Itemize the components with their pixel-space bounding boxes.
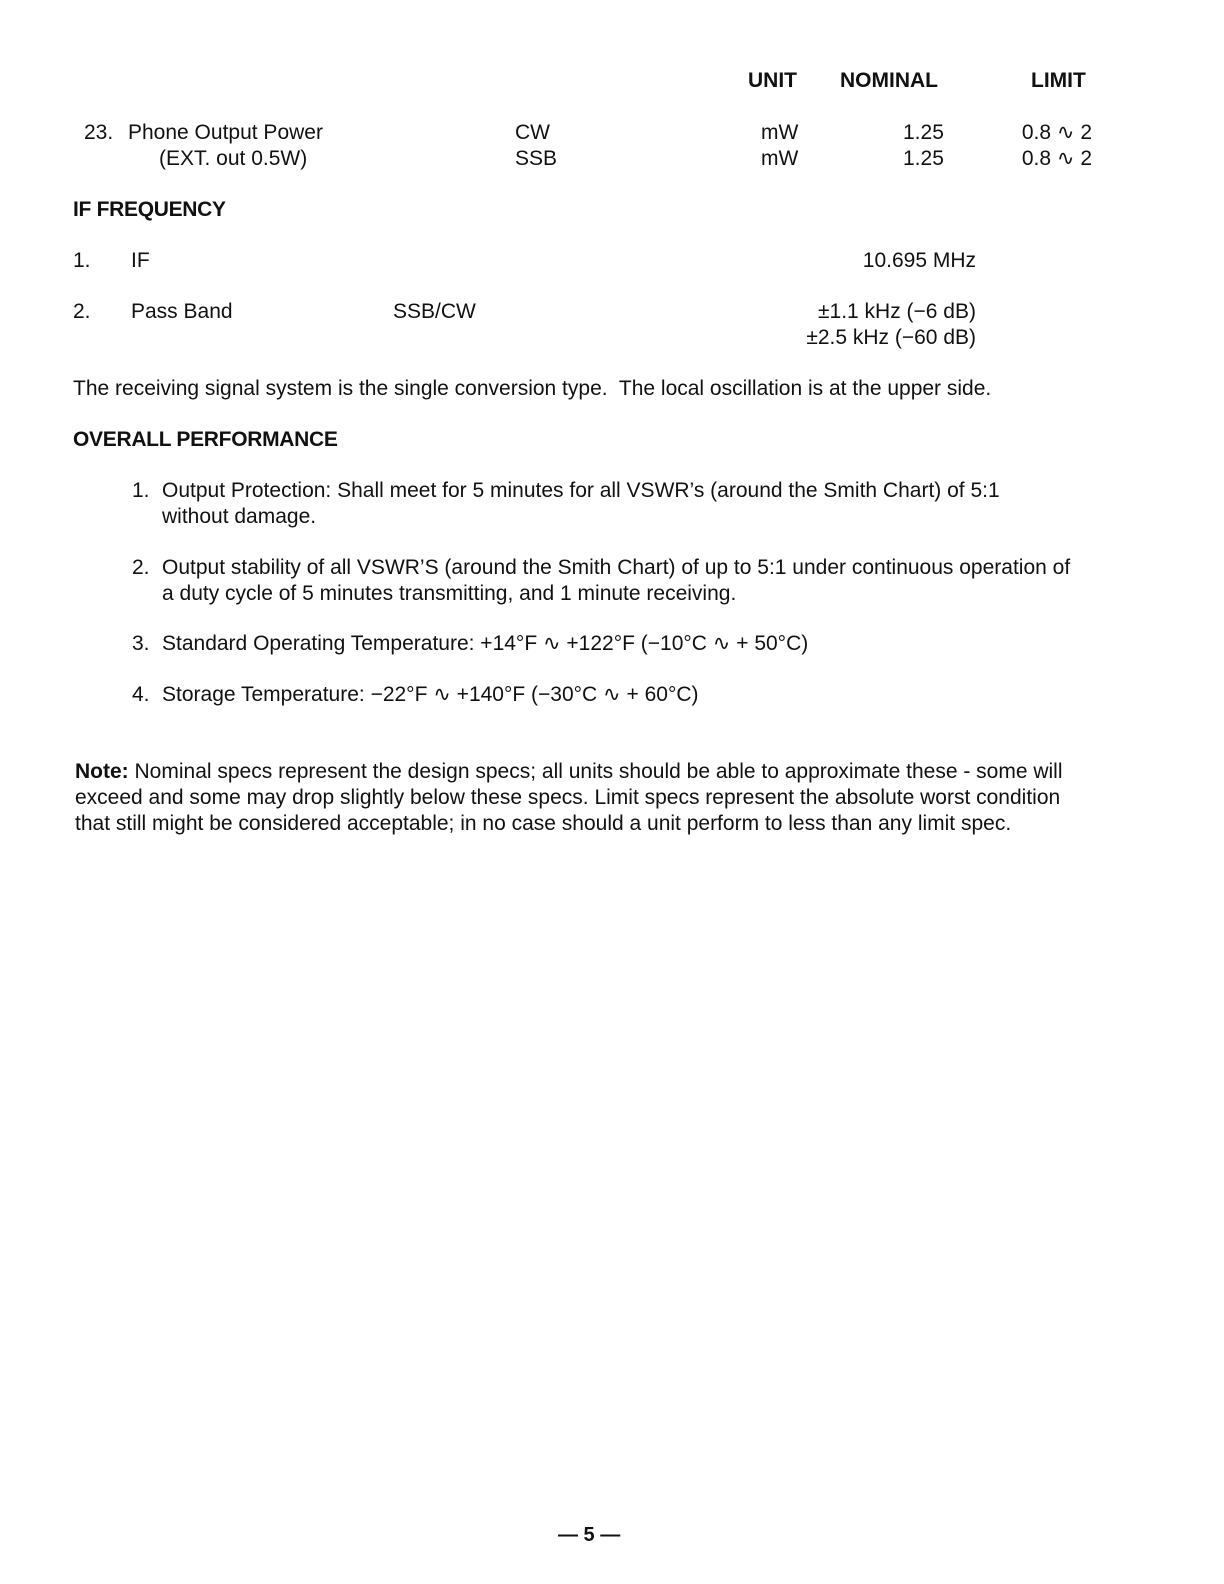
nominal-column-header: NOMINAL (840, 69, 938, 92)
perf-item-4-number: 4. (132, 683, 150, 706)
item-23-unit-ssb: mW (761, 147, 799, 170)
perf-item-2-number: 2. (132, 556, 150, 579)
perf-item-1-text: Output Protection: Shall meet for 5 minutes for all VSWR’s (around the Smith Chart) of 5:1 without damage. (162, 479, 1000, 528)
if-item-2-value-line-1: ±1.1 kHz (−6 dB) (817, 300, 976, 323)
if-item-2-value-line-2: ±2.5 kHz (−60 dB) (806, 326, 976, 349)
if-frequency-heading: IF FREQUENCY (73, 198, 226, 221)
item-23-mode-ssb: SSB (515, 147, 558, 170)
perf-item-1-number: 1. (132, 479, 150, 502)
item-23-title: Phone Output Power (128, 121, 323, 144)
page-number: — 5 — (558, 1524, 621, 1546)
perf-item-2-text: Output stability of all VSWR’S (around the Smith Chart) of up to 5:1 under continuous operation of a duty cycle of 5 minutes transmitting, and 1 minute receiving. (162, 556, 1071, 605)
if-item-2-name: Pass Band (131, 300, 233, 323)
perf-item-4-text: Storage Temperature: −22°F ∿ +140°F (−30°C ∿ + 60°C) (162, 683, 699, 706)
if-item-2-mode: SSB/CW (393, 300, 476, 323)
item-23-limit-cw: 0.8 ∿ 2 (1021, 121, 1092, 144)
if-system-note: The receiving signal system is the single conversion type. The local oscillation is at the upper side. (73, 377, 992, 400)
if-item-1-value: 10.695 MHz (862, 249, 976, 272)
item-23-mode-cw: CW (515, 121, 550, 144)
perf-item-3-number: 3. (132, 632, 150, 655)
overall-performance-heading: OVERALL PERFORMANCE (73, 428, 338, 451)
perf-item-3-text: Standard Operating Temperature: +14°F ∿ +122°F (−10°C ∿ + 50°C) (162, 632, 809, 655)
note-paragraph (75, 759, 1095, 837)
note-text: Nominal specs represent the design specs; all units should be able to approximate these - some will exceed and some may drop slightly below these specs. Limit specs represent the absolute worst condition that still might be considered acceptable; in no case should a unit perform to less than any limit spec. (75, 760, 1063, 835)
if-item-2-number: 2. (73, 300, 91, 323)
item-23-number: 23. (84, 121, 114, 144)
item-23-unit-cw: mW (761, 121, 799, 144)
note-label: Note: (75, 760, 129, 783)
item-23-nominal-cw: 1.25 (903, 121, 944, 144)
item-23-nominal-ssb: 1.25 (903, 147, 944, 170)
unit-column-header: UNIT (748, 69, 797, 92)
item-23-limit-ssb: 0.8 ∿ 2 (1021, 147, 1092, 170)
limit-column-header: LIMIT (1031, 69, 1086, 92)
if-item-1-number: 1. (73, 249, 91, 272)
item-23-subtitle: (EXT. out 0.5W) (159, 147, 308, 170)
if-item-1-name: IF (131, 249, 150, 272)
